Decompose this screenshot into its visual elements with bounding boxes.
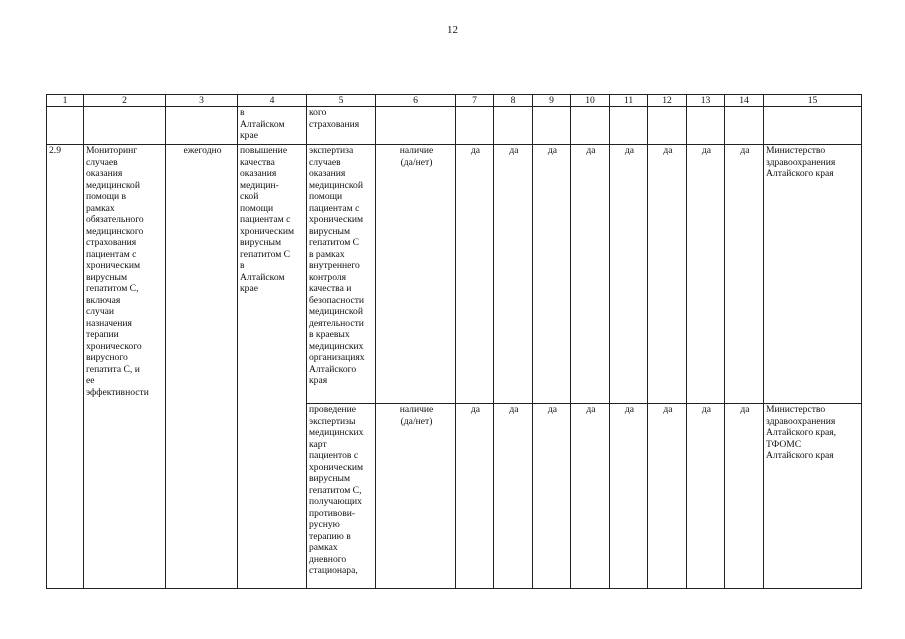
column-header: 2 xyxy=(84,95,166,107)
responsible: Министерство здравоохранения Алтайского края xyxy=(766,145,836,179)
value-cell: да xyxy=(687,404,725,589)
page-number: 12 xyxy=(447,24,458,36)
column-header: 9 xyxy=(533,95,571,107)
column-header: 8 xyxy=(494,95,533,107)
cell-indicator-continued: кого страхования xyxy=(309,107,360,130)
value-cell: да xyxy=(648,145,687,404)
value-cell: да xyxy=(571,404,610,589)
column-header: 14 xyxy=(725,95,764,107)
responsible: Министерство здравоохранения Алтайского края, ТФОМС Алтайского края xyxy=(766,404,837,461)
unit: наличие (да/нет) xyxy=(399,145,434,168)
value-cell: да xyxy=(725,404,764,589)
column-header: 7 xyxy=(456,95,494,107)
continuation-row xyxy=(47,107,862,145)
column-header: 5 xyxy=(307,95,376,107)
column-header: 11 xyxy=(610,95,648,107)
value-cell: да xyxy=(533,145,571,404)
column-header: 1 xyxy=(47,95,84,107)
value-cell: да xyxy=(725,145,764,404)
value-cell: да xyxy=(494,404,533,589)
table-row xyxy=(47,145,862,404)
value-cell: да xyxy=(687,145,725,404)
indicator: проведение экспертизы медицинских карт пациентов с хроническим вирусным гепатитом С, получающих противови- русную терапию в рамках дневного стационара, xyxy=(309,404,364,576)
cell-goal-continued: в Алтайском крае xyxy=(240,107,285,141)
column-header: 15 xyxy=(764,95,862,107)
period: ежегодно xyxy=(183,145,222,156)
column-header: 13 xyxy=(687,95,725,107)
expected-result: повышение качества оказания медицин- ской помощи пациентам с хроническим вирусным гепатитом С в Алтайском крае xyxy=(240,145,295,294)
header-row xyxy=(47,95,862,107)
value-cell: да xyxy=(494,145,533,404)
value-cell: да xyxy=(533,404,571,589)
value-cell: да xyxy=(610,404,648,589)
column-header: 12 xyxy=(648,95,687,107)
column-header: 4 xyxy=(238,95,307,107)
measure-name: Мониторинг случаев оказания медицинской помощи в рамках обязательного медицинского страхования пациентам с хроническим вирусным гепатитом С, включая случаи назначения терапии хронического вирусного гепатита С, и ее эффективности xyxy=(86,145,149,398)
column-header: 3 xyxy=(166,95,238,107)
value-cell: да xyxy=(571,145,610,404)
value-cell: да xyxy=(456,404,494,589)
plan-table xyxy=(46,94,862,589)
column-header: 6 xyxy=(376,95,456,107)
value-cell: да xyxy=(610,145,648,404)
indicator: экспертиза случаев оказания медицинской помощи пациентам с хроническим вирусным гепатитом С в рамках внутреннего контроля качества и безопасности медицинской деятельности в краевых медицинских организациях Алтайского края xyxy=(309,145,365,386)
unit: наличие (да/нет) xyxy=(399,404,434,427)
value-cell: да xyxy=(456,145,494,404)
row-number: 2.9 xyxy=(49,145,61,156)
column-header: 10 xyxy=(571,95,610,107)
value-cell: да xyxy=(648,404,687,589)
